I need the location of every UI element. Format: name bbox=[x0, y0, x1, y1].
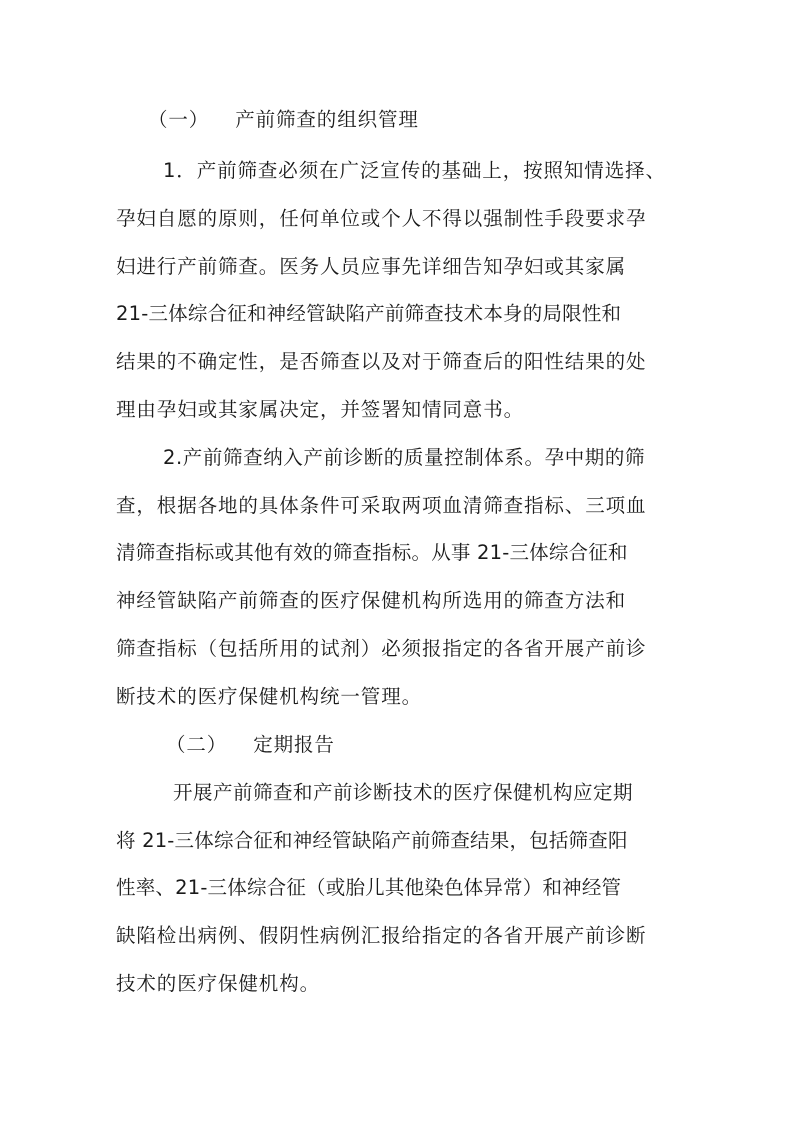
paragraph-2-line-1: 2.产前筛查纳入产前诊断的质量控制体系。孕中期的筛 bbox=[163, 446, 646, 469]
section-number: （一） bbox=[148, 108, 210, 131]
section-title: 定期报告 bbox=[253, 733, 335, 756]
paragraph-2-line-2: 查，根据各地的具体条件可采取两项血清筛查指标、三项血 bbox=[116, 494, 647, 517]
section-heading-2 bbox=[166, 733, 736, 757]
paragraph-2-line-3: 清筛查指标或其他有效的筛查指标。从事 21-三体综合征和 bbox=[116, 541, 628, 564]
paragraph-3-line-2: 将 21-三体综合征和神经管缺陷产前筛查结果，包括筛查阳 bbox=[116, 829, 628, 852]
paragraph-3-line-3: 性率、21-三体综合征（或胎儿其他染色体异常）和神经管 bbox=[116, 876, 622, 899]
paragraph-3-line-5: 技术的医疗保健机构。 bbox=[116, 972, 321, 995]
section-number: （二） bbox=[166, 733, 228, 756]
paragraph-1-line-3: 妇进行产前筛查。医务人员应事先详细告知孕妇或其家属 bbox=[116, 255, 627, 278]
section-title: 产前筛查的组织管理 bbox=[235, 108, 419, 131]
paragraph-2-line-4: 神经管缺陷产前筛查的医疗保健机构所选用的筛查方法和 bbox=[116, 589, 627, 612]
paragraph-2-line-6: 断技术的医疗保健机构统一管理。 bbox=[116, 685, 423, 708]
paragraph-3-line-1: 开展产前筛查和产前诊断技术的医疗保健机构应定期 bbox=[173, 781, 634, 804]
paragraph-1-line-5: 结果的不确定性，是否筛查以及对于筛查后的阳性结果的处 bbox=[116, 350, 647, 373]
paragraph-3-line-4: 缺陷检出病例、假阴性病例汇报给指定的各省开展产前诊断 bbox=[116, 924, 647, 947]
paragraph-1-line-1: 1．产前筛查必须在广泛宣传的基础上，按照知情选择、 bbox=[163, 159, 666, 182]
paragraph-2-line-5: 筛查指标（包括所用的试剂）必须报指定的各省开展产前诊 bbox=[116, 637, 647, 660]
section-heading-1 bbox=[148, 108, 718, 132]
paragraph-1-line-2: 孕妇自愿的原则，任何单位或个人不得以强制性手段要求孕 bbox=[116, 207, 647, 230]
paragraph-1-line-4: 21-三体综合征和神经管缺陷产前筛查技术本身的局限性和 bbox=[116, 302, 622, 325]
paragraph-1-line-6: 理由孕妇或其家属决定，并签署知情同意书。 bbox=[116, 398, 525, 421]
